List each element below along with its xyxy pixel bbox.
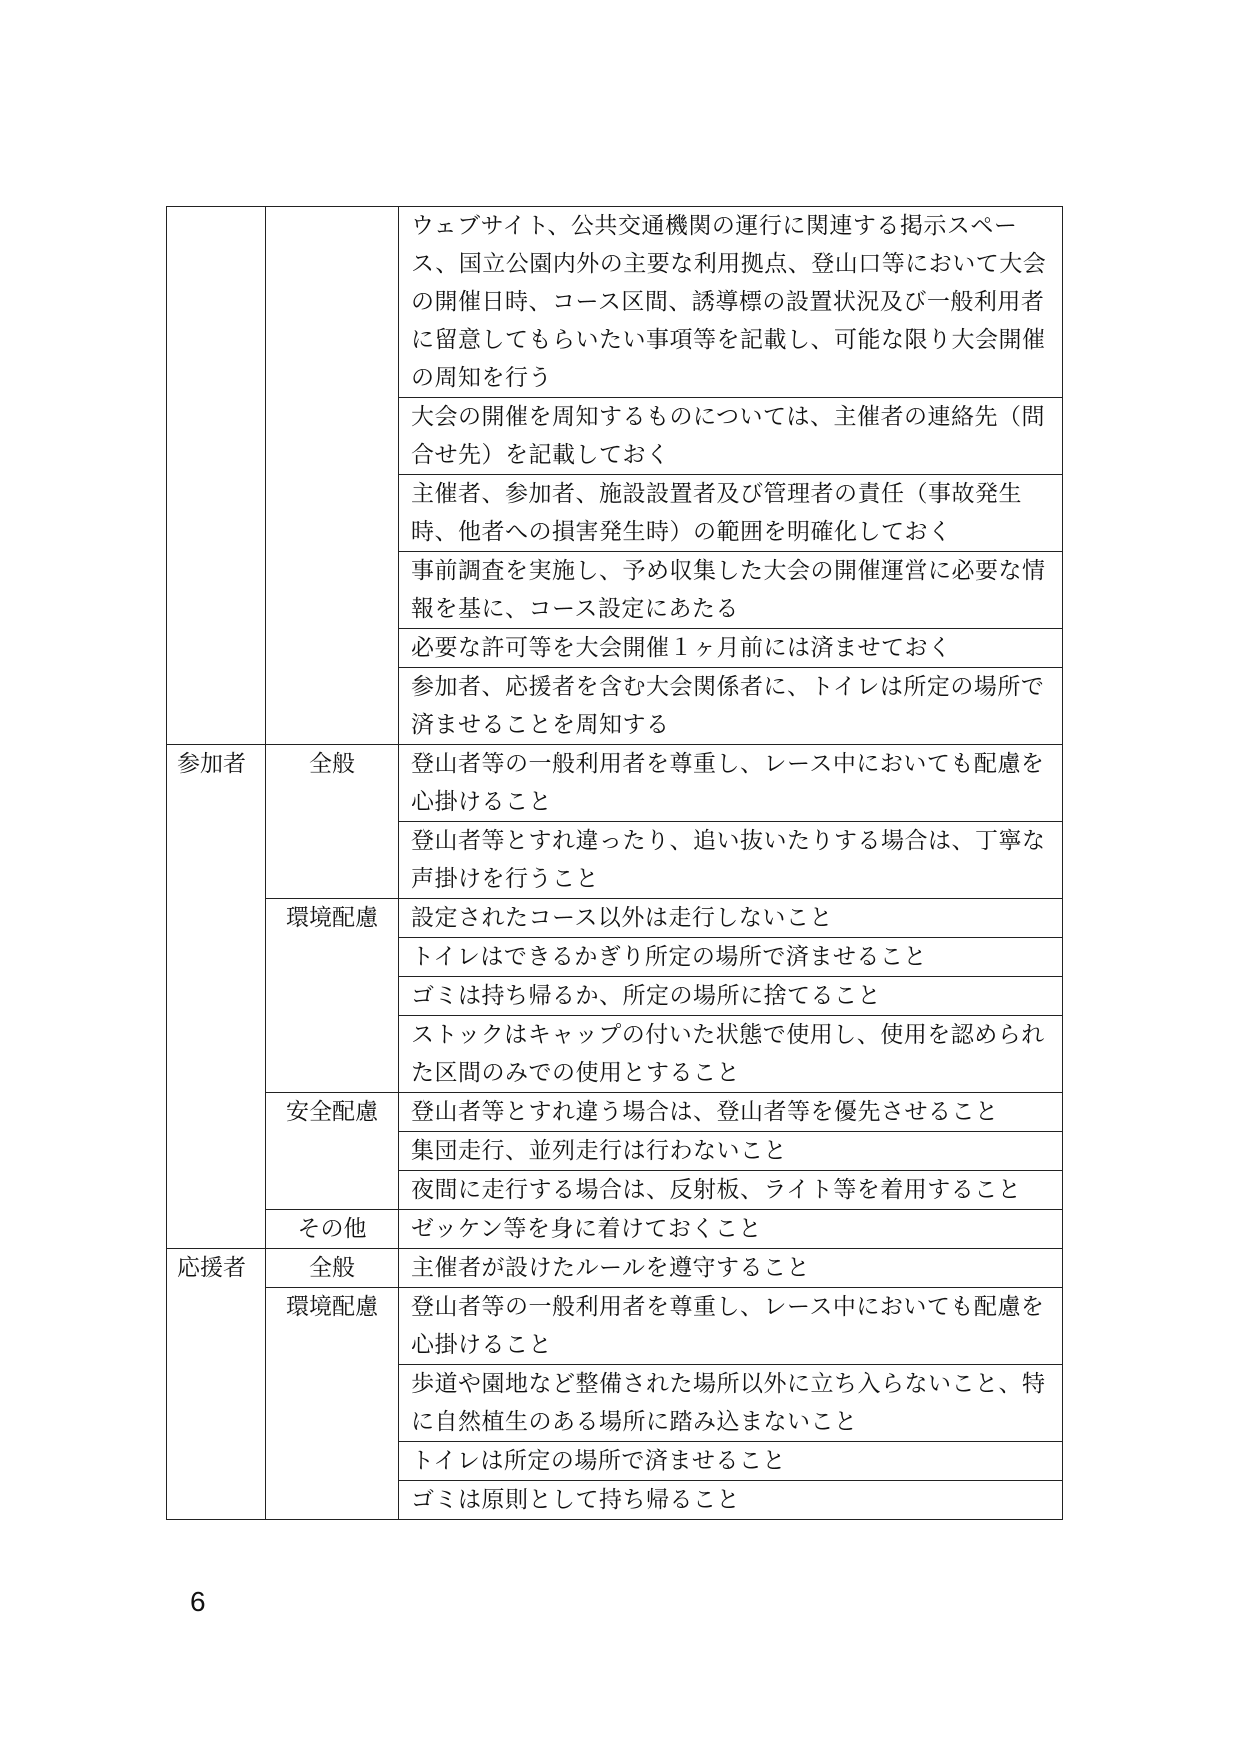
item-cell: ゴミは持ち帰るか、所定の場所に捨てること (399, 977, 1063, 1016)
item-cell: 大会の開催を周知するものについては、主催者の連絡先（問合せ先）を記載しておく (399, 398, 1063, 475)
category-cell-participants: 参加者 (167, 745, 266, 1249)
category-cell-organizer-continued (167, 207, 266, 745)
table-row (167, 1093, 1063, 1132)
item-cell: ゼッケン等を身に着けておくこと (399, 1210, 1063, 1249)
subcategory-cell-environment: 環境配慮 (266, 899, 399, 1093)
item-cell: 歩道や園地など整備された場所以外に立ち入らないこと、特に自然植生のある場所に踏み込まないこと (399, 1365, 1063, 1442)
item-cell: 集団走行、並列走行は行わないこと (399, 1132, 1063, 1171)
item-cell: ウェブサイト、公共交通機関の運行に関連する掲示スペース、国立公園内外の主要な利用拠点、登山口等において大会の開催日時、コース区間、誘導標の設置状況及び一般利用者に留意してもらいたい事項等を記載し、可能な限り大会開催の周知を行う (399, 207, 1063, 398)
guidelines-table (166, 206, 1063, 1520)
item-cell: 登山者等とすれ違ったり、追い抜いたりする場合は、丁寧な声掛けを行うこと (399, 822, 1063, 899)
item-cell: 参加者、応援者を含む大会関係者に、トイレは所定の場所で済ませることを周知する (399, 668, 1063, 745)
table-row (167, 1288, 1063, 1365)
subcategory-cell-general: 全般 (266, 1249, 399, 1288)
item-cell: 主催者が設けたルールを遵守すること (399, 1249, 1063, 1288)
item-cell: 必要な許可等を大会開催１ヶ月前には済ませておく (399, 629, 1063, 668)
page-number: 6 (190, 1586, 206, 1617)
item-cell: 登山者等の一般利用者を尊重し、レース中においても配慮を心掛けること (399, 1288, 1063, 1365)
item-cell: 登山者等の一般利用者を尊重し、レース中においても配慮を心掛けること (399, 745, 1063, 822)
item-cell: 夜間に走行する場合は、反射板、ライト等を着用すること (399, 1171, 1063, 1210)
subcategory-cell-general: 全般 (266, 745, 399, 899)
item-cell: 主催者、参加者、施設設置者及び管理者の責任（事故発生時、他者への損害発生時）の範囲を明確化しておく (399, 475, 1063, 552)
subcategory-cell-other: その他 (266, 1210, 399, 1249)
item-cell: トイレは所定の場所で済ませること (399, 1442, 1063, 1481)
subcategory-cell-safety: 安全配慮 (266, 1093, 399, 1210)
item-cell: 設定されたコース以外は走行しないこと (399, 899, 1063, 938)
item-cell: 事前調査を実施し、予め収集した大会の開催運営に必要な情報を基に、コース設定にあたる (399, 552, 1063, 629)
table-row (167, 1249, 1063, 1288)
subcategory-cell-environment: 環境配慮 (266, 1288, 399, 1520)
table-row (167, 207, 1063, 398)
category-cell-supporters: 応援者 (167, 1249, 266, 1520)
item-cell: ゴミは原則として持ち帰ること (399, 1481, 1063, 1520)
table-row (167, 745, 1063, 822)
item-cell: ストックはキャップの付いた状態で使用し、使用を認められた区間のみでの使用とすること (399, 1016, 1063, 1093)
subcategory-cell-organizer-continued (266, 207, 399, 745)
table-row (167, 1210, 1063, 1249)
item-cell: トイレはできるかぎり所定の場所で済ませること (399, 938, 1063, 977)
item-cell: 登山者等とすれ違う場合は、登山者等を優先させること (399, 1093, 1063, 1132)
table-row (167, 899, 1063, 938)
